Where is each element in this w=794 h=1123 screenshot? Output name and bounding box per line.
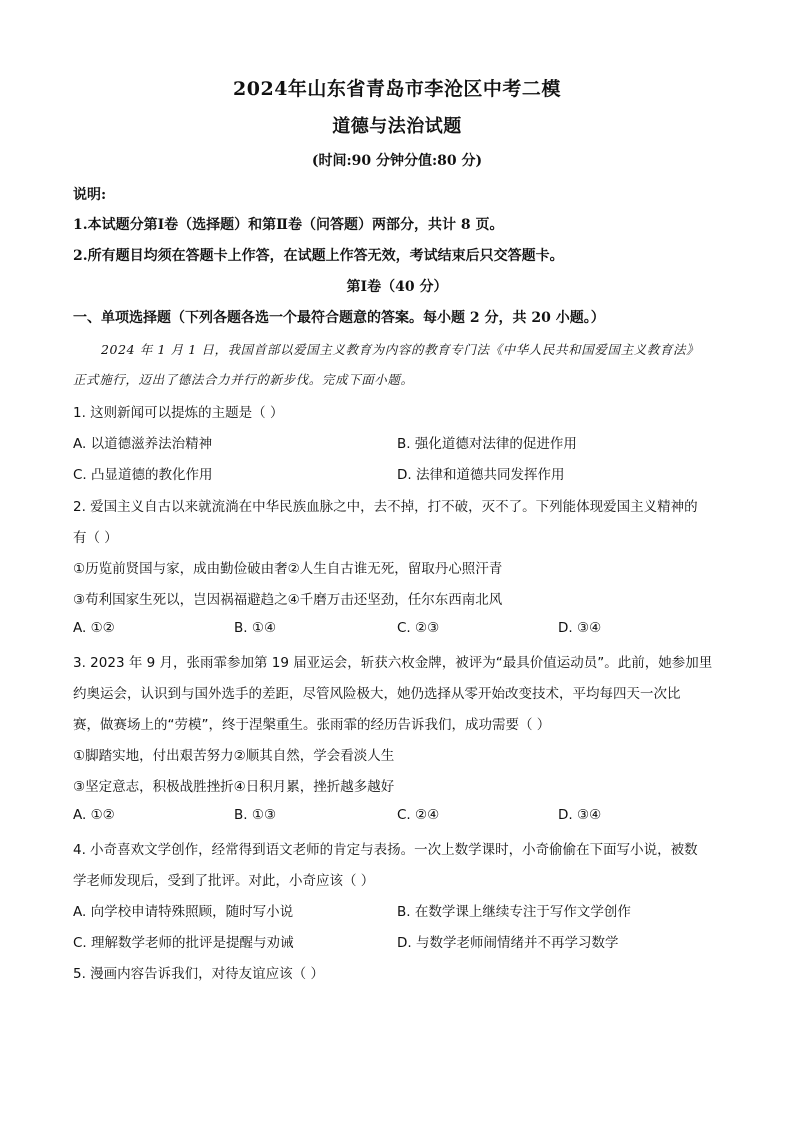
question-4-option-d: D. 与数学老师闹情绪并不再学习数学 bbox=[397, 935, 619, 951]
section-heading: 一、单项选择题（下列各题各选一个最符合题意的答案。每小题 2 分，共 20 小题。） bbox=[73, 310, 605, 326]
question-4-option-a: A. 向学校申请特殊照顾，随时写小说 bbox=[73, 904, 294, 920]
question-3-option-a: A. ①② bbox=[73, 807, 115, 823]
question-3-stem-line-3: 赛，做赛场上的“劳模”，终于涅槃重生。张雨霏的经历告诉我们，成功需要（ ） bbox=[73, 717, 551, 733]
question-5-stem: 5. 漫画内容告诉我们，对待友谊应该（ ） bbox=[73, 966, 324, 982]
passage-line-2: 正式施行，迈出了德法合力并行的新步伐。完成下面小题。 bbox=[73, 372, 414, 387]
question-2-statements-2: ③苟利国家生死以，岂因祸福避趋之④千磨万击还坚劲，任尔东西南北风 bbox=[73, 592, 503, 608]
question-3-option-c: C. ②④ bbox=[397, 807, 440, 823]
question-3-option-b: B. ①③ bbox=[234, 807, 277, 823]
question-1-stem: 1. 这则新闻可以提炼的主题是（ ） bbox=[73, 405, 284, 421]
question-4-option-b: B. 在数学课上继续专注于写作文学创作 bbox=[397, 904, 631, 920]
exam-time-info: (时间:90 分钟分值:80 分) bbox=[311, 153, 483, 169]
question-2-option-c: C. ②③ bbox=[397, 620, 440, 636]
instructions-label: 说明: bbox=[73, 187, 107, 203]
question-4-stem-line-2: 学老师发现后，受到了批评。对此，小奇应该（ ） bbox=[73, 873, 375, 889]
passage-line-1: 2024 年 1 月 1 日，我国首部以爱国主义教育为内容的教育专门法《中华人民共和国爱国主义教育法》 bbox=[101, 342, 700, 357]
question-2-option-d: D. ③④ bbox=[558, 620, 602, 636]
question-3-statements-1: ①脚踏实地，付出艰苦努力②顺其自然，学会看淡人生 bbox=[73, 748, 395, 764]
question-2-stem-line-2: 有（ ） bbox=[73, 530, 118, 546]
question-4-stem-line-1: 4. 小奇喜欢文学创作，经常得到语文老师的肯定与表扬。一次上数学课时，小奇偷偷在下面写小说，被数 bbox=[73, 842, 698, 858]
question-3-stem-line-2: 约奥运会，认识到与国外选手的差距，尽管风险极大，她仍选择从零开始改变技术，平均每四天一次比 bbox=[73, 686, 681, 702]
question-3-option-d: D. ③④ bbox=[558, 807, 602, 823]
question-3-stem-line-1: 3. 2023 年 9 月，张雨霏参加第 19 届亚运会，斩获六枚金牌，被评为“最具价值运动员”。此前，她参加里 bbox=[73, 655, 713, 671]
instruction-item-2: 2.所有题目均须在答题卡上作答，在试题上作答无效，考试结束后只交答题卡。 bbox=[73, 248, 564, 264]
instruction-item-1: 1.本试题分第Ⅰ卷（选择题）和第Ⅱ卷（问答题）两部分，共计 8 页。 bbox=[73, 217, 504, 233]
question-1-option-a: A. 以道德滋养法治精神 bbox=[73, 436, 213, 452]
question-2-statements-1: ①历览前贤国与家，成由勤俭破由奢②人生自古谁无死，留取丹心照汗青 bbox=[73, 561, 503, 577]
part-one-title: 第Ⅰ卷（40 分） bbox=[346, 279, 448, 295]
question-3-statements-2: ③坚定意志，积极战胜挫折④日积月累，挫折越多越好 bbox=[73, 779, 395, 795]
question-4-option-c: C. 理解数学老师的批评是提醒与劝诫 bbox=[73, 935, 294, 951]
exam-subject-title: 道德与法治试题 bbox=[332, 116, 462, 137]
question-2-option-b: B. ①④ bbox=[234, 620, 277, 636]
question-2-option-a: A. ①② bbox=[73, 620, 115, 636]
exam-title: 2024年山东省青岛市李沧区中考二模 bbox=[233, 78, 561, 100]
question-2-stem-line-1: 2. 爱国主义自古以来就流淌在中华民族血脉之中，去不掉，打不破，灭不了。下列能体现爱国主义精神的 bbox=[73, 499, 698, 515]
question-1-option-d: D. 法律和道德共同发挥作用 bbox=[397, 467, 565, 483]
question-1-option-b: B. 强化道德对法律的促进作用 bbox=[397, 436, 577, 452]
question-1-option-c: C. 凸显道德的教化作用 bbox=[73, 467, 213, 483]
